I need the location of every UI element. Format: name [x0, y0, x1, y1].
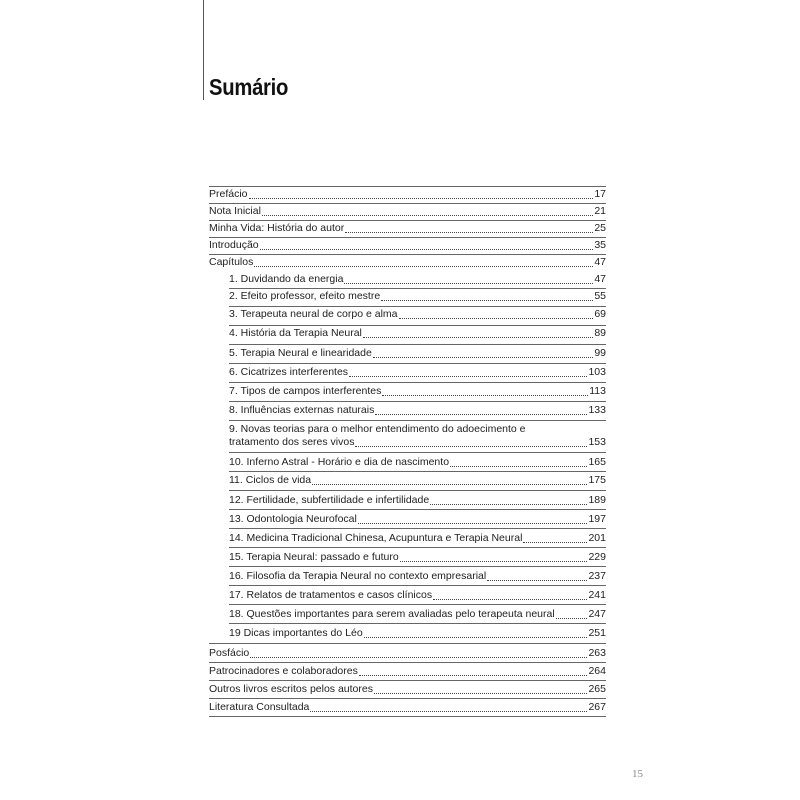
toc-rule	[229, 401, 606, 402]
toc-rule	[229, 585, 606, 586]
toc-chapter-15[interactable]	[229, 550, 606, 565]
leader-dots	[249, 198, 594, 199]
leader-dots	[312, 484, 587, 485]
toc-rule	[209, 680, 606, 681]
leader-dots	[375, 414, 587, 415]
toc-entry-label: 8. Influências externas naturais	[229, 404, 375, 416]
toc-entry-label: Capítulos	[209, 256, 254, 268]
leader-dots	[381, 300, 593, 301]
page-number: 15	[632, 768, 643, 780]
toc-chapter-3[interactable]	[229, 307, 606, 322]
toc-entry-label: Posfácio	[209, 647, 250, 659]
leader-dots	[374, 693, 587, 694]
toc-entry-posfacio[interactable]	[209, 646, 606, 661]
toc-entry-capitulos[interactable]	[209, 255, 606, 270]
toc-entry-label: 19 Dicas importantes do Léo	[229, 627, 363, 639]
toc-chapter-14[interactable]	[229, 531, 606, 546]
toc-entry-label: 16. Filosofia da Terapia Neural no contexto empresarial	[229, 570, 487, 582]
toc-entry-label: 5. Terapia Neural e linearidade	[229, 347, 372, 359]
leader-dots	[556, 618, 588, 619]
leader-dots	[250, 657, 587, 658]
leader-dots	[523, 542, 587, 543]
toc-entry-page: 25	[594, 222, 606, 234]
toc-chapter-2[interactable]	[229, 289, 606, 304]
toc-chapter-7[interactable]	[229, 384, 606, 399]
toc-rule	[229, 547, 606, 548]
leader-dots	[373, 357, 593, 358]
toc-chapter-11[interactable]	[229, 473, 606, 488]
toc-entry-page: 113	[589, 385, 606, 397]
toc-entry-page: 133	[588, 404, 606, 416]
toc-entry-introducao[interactable]	[209, 238, 606, 253]
toc-entry-label: Introdução	[209, 239, 259, 251]
toc-entry-label: 11. Ciclos de vida	[229, 474, 312, 486]
toc-chapter-10[interactable]	[229, 455, 606, 470]
toc-chapter-5[interactable]	[229, 346, 606, 361]
leader-dots	[345, 232, 593, 233]
toc-entry-page: 263	[588, 647, 606, 659]
toc-entry-label: Nota Inicial	[209, 205, 261, 217]
toc-entry-outros-livros[interactable]	[209, 682, 606, 697]
toc-entry-label: Patrocinadores e colaboradores	[209, 665, 358, 677]
toc-rule	[229, 528, 606, 529]
toc-entry-page: 69	[594, 308, 606, 320]
toc-entry-page: 47	[594, 256, 606, 268]
toc-entry-label: 4. História da Terapia Neural	[229, 327, 362, 339]
toc-chapter-9-line1: 9. Novas teorias para o melhor entendimento do adoecimento e	[229, 423, 526, 435]
toc-bottom-rule	[209, 716, 606, 717]
toc-entry-label: Outros livros escritos pelos autores	[209, 683, 373, 695]
toc-entry-page: 197	[588, 513, 606, 525]
toc-rule	[229, 452, 606, 453]
toc-entry-patrocinadores[interactable]	[209, 664, 606, 679]
toc-entry-label: tratamento dos seres vivos	[229, 436, 355, 448]
toc-entry-label: 7. Tipos de campos interferentes	[229, 385, 382, 397]
leader-dots	[358, 523, 588, 524]
toc-entry-page: 55	[594, 290, 606, 302]
leader-dots	[344, 283, 593, 284]
toc-entry-page: 21	[594, 205, 606, 217]
toc-entry-page: 264	[588, 665, 606, 677]
toc-entry-label: 12. Fertilidade, subfertilidade e infertilidade	[229, 494, 430, 506]
leader-dots	[487, 580, 587, 581]
toc-chapter-6[interactable]	[229, 365, 606, 380]
toc-rule	[229, 420, 606, 421]
toc-entry-minha-vida[interactable]	[209, 221, 606, 236]
toc-entry-label: 2. Efeito professor, efeito mestre	[229, 290, 381, 302]
toc-chapter-16[interactable]	[229, 569, 606, 584]
toc-entry-literatura[interactable]	[209, 700, 606, 715]
toc-rule	[229, 382, 606, 383]
toc-entry-page: 89	[594, 327, 606, 339]
leader-dots	[399, 318, 594, 319]
toc-rule	[229, 363, 606, 364]
toc-entry-page: 229	[588, 551, 606, 563]
toc-entry-page: 165	[588, 456, 606, 468]
toc-entry-label: 1. Duvidando da energia	[229, 273, 344, 285]
toc-entry-label: 13. Odontologia Neurofocal	[229, 513, 357, 525]
toc-entry-label: 18. Questões importantes para serem avaliadas pelo terapeuta neural	[229, 608, 555, 620]
toc-entry-prefacio[interactable]	[209, 187, 606, 202]
toc-chapter-9[interactable]	[229, 435, 606, 450]
toc-chapter-13[interactable]	[229, 512, 606, 527]
toc-entry-label: 17. Relatos de tratamentos e casos clínicos	[229, 589, 433, 601]
toc-entry-label: 15. Terapia Neural: passado e futuro	[229, 551, 399, 563]
toc-entry-page: 35	[594, 239, 606, 251]
leader-dots	[359, 675, 588, 676]
leader-dots	[262, 215, 593, 216]
toc-rule	[229, 604, 606, 605]
toc-rule	[209, 698, 606, 699]
leader-dots	[310, 711, 587, 712]
leader-dots	[430, 504, 587, 505]
toc-entry-page: 267	[588, 701, 606, 713]
toc-entry-page: 241	[588, 589, 606, 601]
toc-rule	[229, 566, 606, 567]
leader-dots	[450, 466, 587, 467]
leader-dots	[400, 561, 588, 562]
leader-dots	[349, 376, 587, 377]
toc-entry-page: 103	[588, 366, 606, 378]
toc-entry-page: 175	[588, 474, 606, 486]
leader-dots	[355, 446, 587, 447]
leader-dots	[260, 249, 594, 250]
toc-chapter-18[interactable]	[229, 607, 606, 622]
leader-dots	[382, 395, 588, 396]
leader-dots	[363, 337, 593, 338]
toc-entry-label: Minha Vida: História do autor	[209, 222, 345, 234]
toc-entry-label: 14. Medicina Tradicional Chinesa, Acupuntura e Terapia Neural	[229, 532, 523, 544]
toc-rule	[229, 471, 606, 472]
toc-chapter-8[interactable]	[229, 403, 606, 418]
toc-entry-label: 6. Cicatrizes interferentes	[229, 366, 349, 378]
toc-entry-page: 153	[588, 436, 606, 448]
toc-entry-page: 47	[594, 273, 606, 285]
toc-rule	[209, 643, 606, 644]
toc-entry-page: 17	[594, 188, 606, 200]
toc-entry-page: 247	[588, 608, 606, 620]
leader-dots	[254, 266, 593, 267]
toc-rule	[229, 490, 606, 491]
toc-entry-label: Prefácio	[209, 188, 248, 200]
toc-entry-label: 3. Terapeuta neural de corpo e alma	[229, 308, 398, 320]
toc-entry-label: 10. Inferno Astral - Horário e dia de nascimento	[229, 456, 450, 468]
toc-rule	[229, 623, 606, 624]
toc-chapter-17[interactable]	[229, 588, 606, 603]
toc-entry-page: 237	[588, 570, 606, 582]
toc-chapter-19[interactable]	[229, 626, 606, 641]
toc-chapter-1[interactable]	[229, 272, 606, 287]
margin-rule	[203, 0, 204, 100]
leader-dots	[364, 637, 588, 638]
page-title: Sumário	[209, 74, 289, 100]
toc-entry-label: Literatura Consultada	[209, 701, 310, 713]
toc-rule	[209, 662, 606, 663]
toc-chapter-12[interactable]	[229, 493, 606, 508]
toc-rule	[229, 344, 606, 345]
toc-entry-page: 265	[588, 683, 606, 695]
leader-dots	[433, 599, 587, 600]
toc-entry-page: 189	[588, 494, 606, 506]
toc-rule	[229, 509, 606, 510]
toc-chapter-4[interactable]	[229, 326, 606, 341]
toc-entry-page: 251	[588, 627, 606, 639]
toc-entry-page: 99	[594, 347, 606, 359]
toc-entry-nota-inicial[interactable]	[209, 204, 606, 219]
toc-entry-page: 201	[588, 532, 606, 544]
